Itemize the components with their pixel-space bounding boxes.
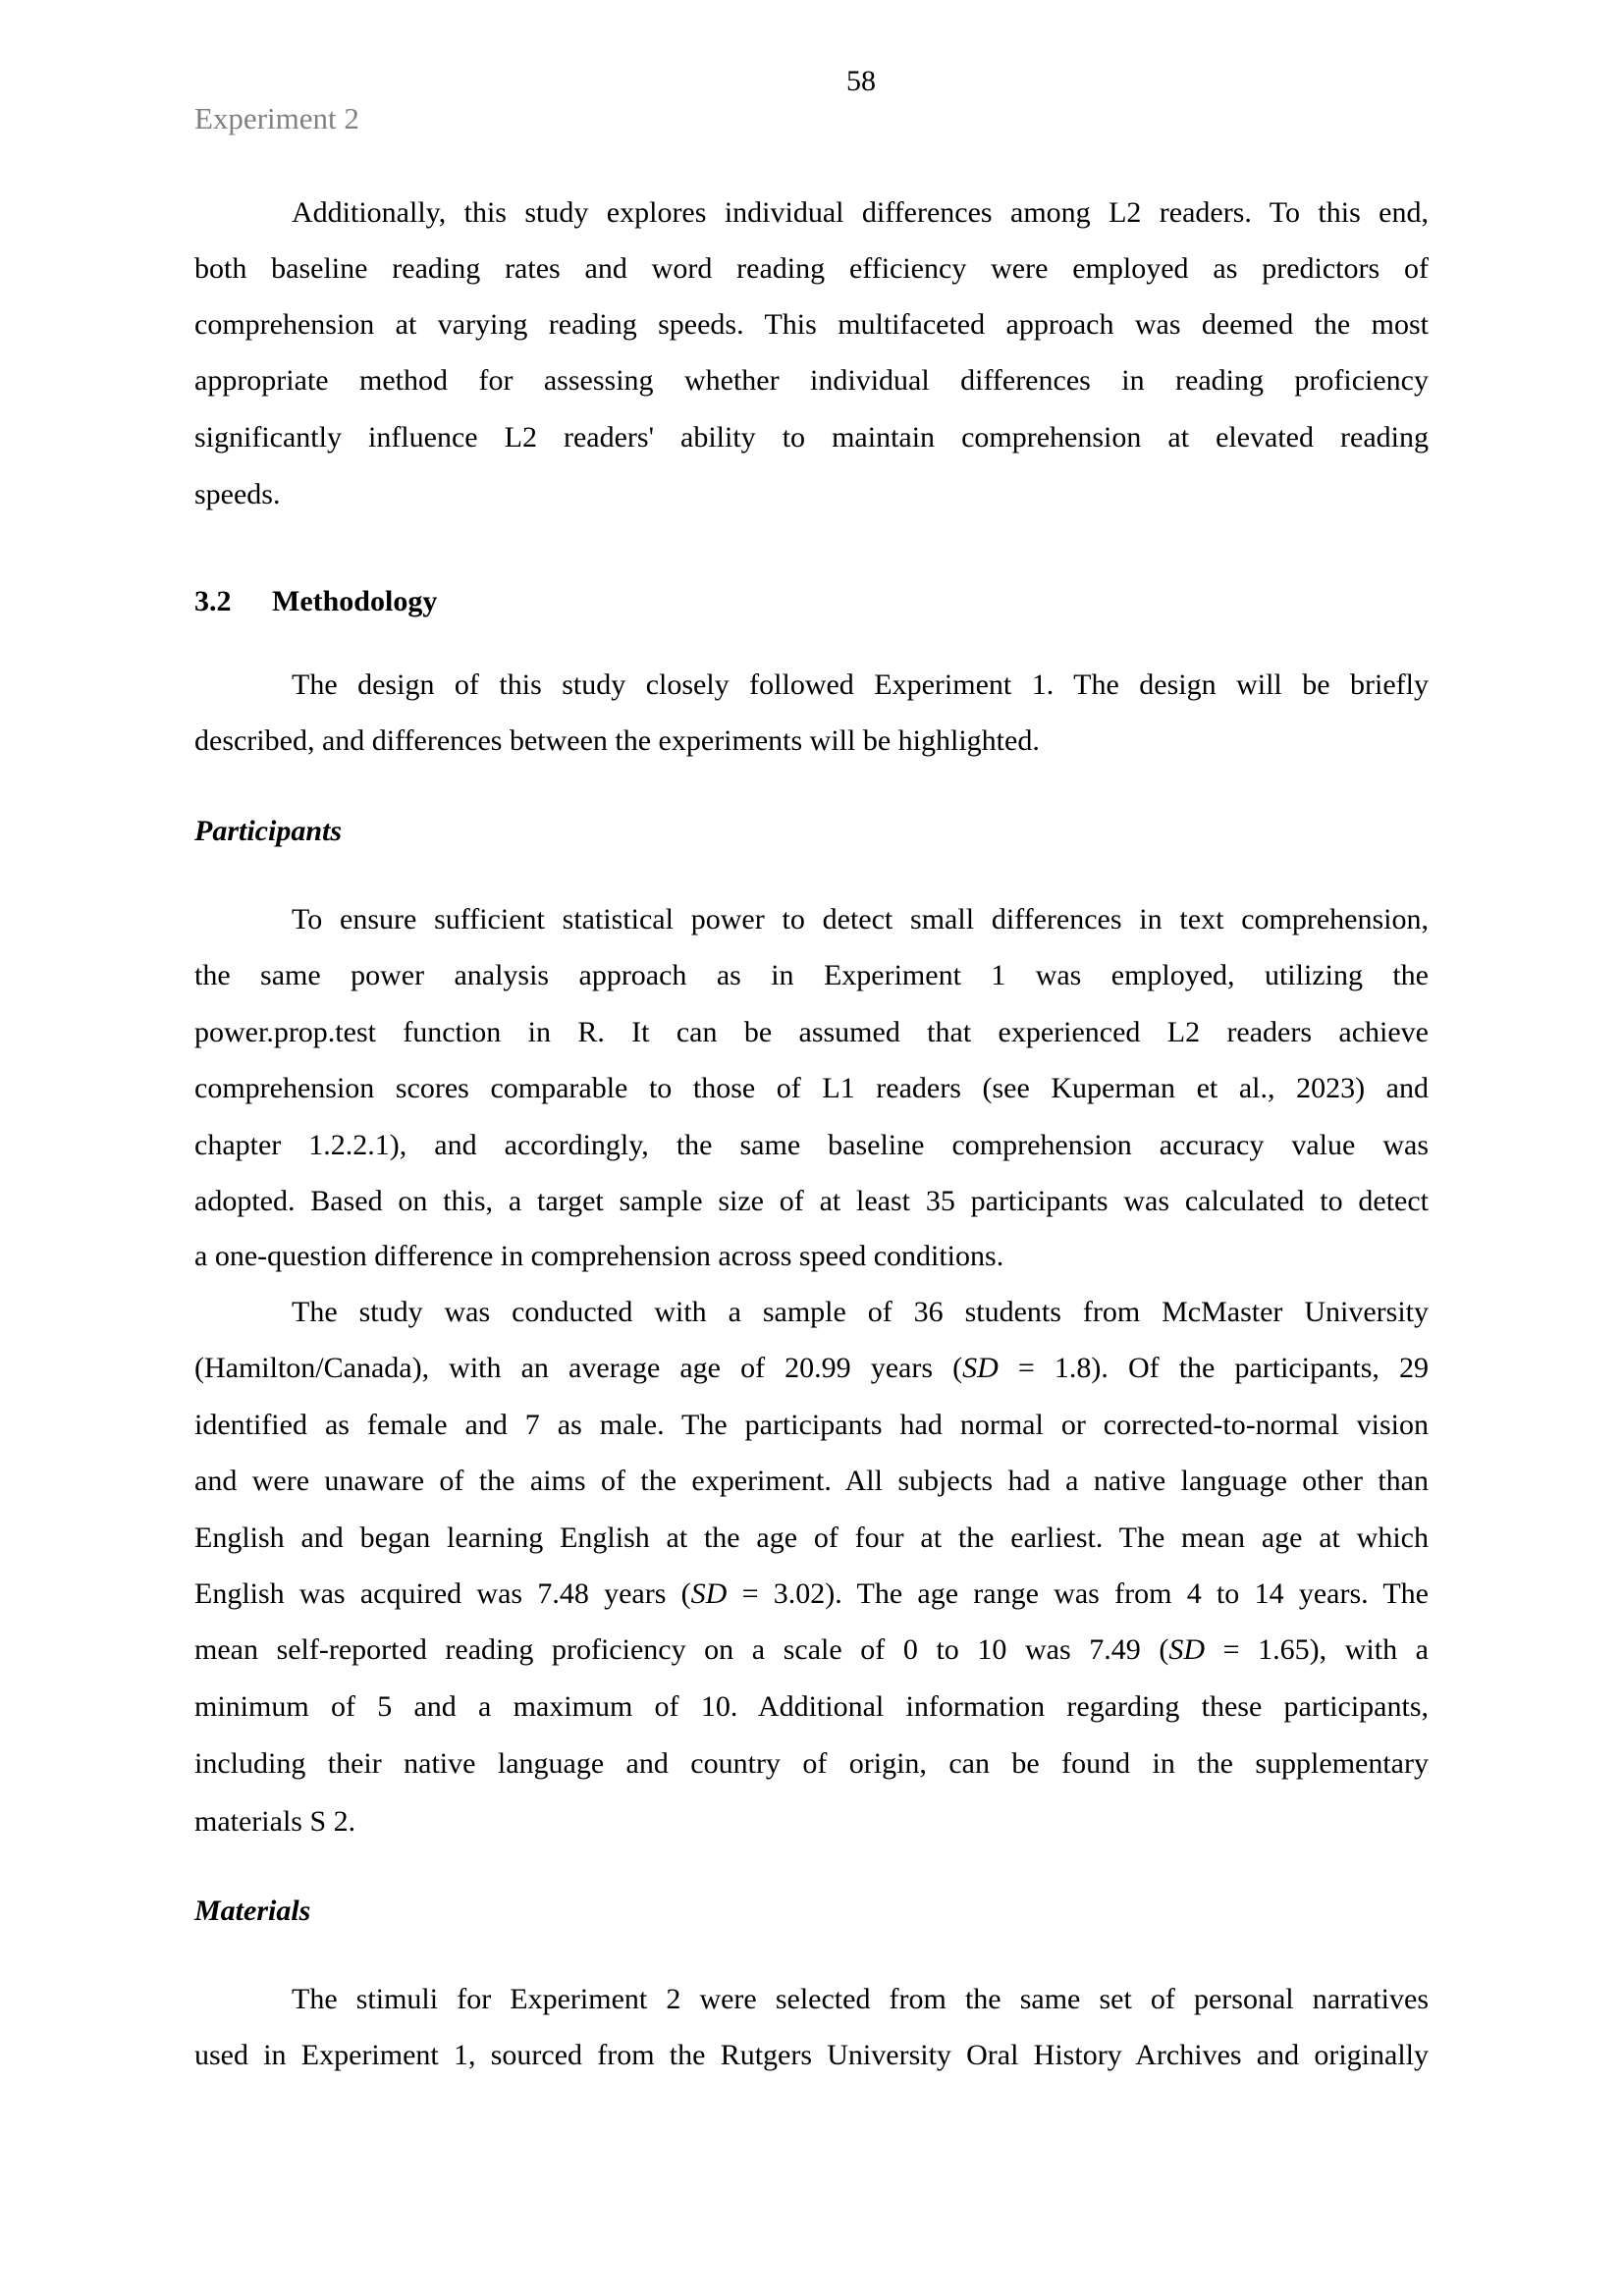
subheading-participants: Participants <box>194 815 343 847</box>
text-line: and were unaware of the aims of the experiment. All subjects had a native language other than <box>194 1465 1429 1497</box>
text-line: adopted. Based on this, a target sample size of at least 35 participants was calculated to detect <box>194 1185 1429 1217</box>
text-line: including their native language and country of origin, can be found in the supplementary <box>194 1747 1429 1780</box>
section-title: Methodology <box>272 585 438 617</box>
text-line: English was acquired was 7.48 years (SD = 3.02). The age range was from 4 to 14 years. The <box>194 1577 1429 1610</box>
text-line: appropriate method for assessing whether individual differences in reading proficiency <box>194 364 1429 397</box>
text-line: The study was conducted with a sample of 36 students from McMaster University <box>292 1296 1429 1328</box>
text-line: materials S 2. <box>194 1805 356 1838</box>
text-line: comprehension scores comparable to those of L1 readers (see Kuperman et al., 2023) and <box>194 1072 1429 1104</box>
text-line: used in Experiment 1, sourced from the Rutgers University Oral History Archives and originally <box>194 2039 1429 2071</box>
page-number: 58 <box>846 65 876 97</box>
running-head: Experiment 2 <box>194 101 359 135</box>
text-line: Additionally, this study explores individual differences among L2 readers. To this end, <box>292 196 1429 229</box>
text-line: minimum of 5 and a maximum of 10. Additional information regarding these participants, <box>194 1690 1429 1723</box>
text-line: comprehension at varying reading speeds. This multifaceted approach was deemed the most <box>194 308 1429 341</box>
text-line: identified as female and 7 as male. The participants had normal or corrected-to-normal vision <box>194 1409 1429 1441</box>
text-line: (Hamilton/Canada), with an average age of 20.99 years (SD = 1.8). Of the participants, 29 <box>194 1352 1429 1384</box>
text-line: significantly influence L2 readers' ability to maintain comprehension at elevated reading <box>194 421 1429 454</box>
text-line: The design of this study closely followed Experiment 1. The design will be briefly <box>292 668 1429 701</box>
text-line: To ensure sufficient statistical power to detect small differences in text comprehension, <box>292 903 1429 935</box>
section-number: 3.2 <box>194 585 232 617</box>
text-line: chapter 1.2.2.1), and accordingly, the same baseline comprehension accuracy value was <box>194 1129 1429 1161</box>
text-line: a one-question difference in comprehension across speed conditions. <box>194 1240 1004 1272</box>
text-line: The stimuli for Experiment 2 were selected from the same set of personal narratives <box>292 1983 1429 2015</box>
text-line: described, and differences between the experiments will be highlighted. <box>194 724 1040 757</box>
text-line: English and began learning English at the age of four at the earliest. The mean age at which <box>194 1522 1429 1554</box>
section-heading <box>194 585 437 618</box>
text-line: power.prop.test function in R. It can be assumed that experienced L2 readers achieve <box>194 1016 1429 1048</box>
text-line: speeds. <box>194 478 281 510</box>
text-line: the same power analysis approach as in Experiment 1 was employed, utilizing the <box>194 959 1429 991</box>
text-line: both baseline reading rates and word reading efficiency were employed as predictors of <box>194 252 1429 285</box>
subheading-materials: Materials <box>194 1895 311 1927</box>
text-line: mean self-reported reading proficiency on a scale of 0 to 10 was 7.49 (SD = 1.65), with a <box>194 1633 1429 1666</box>
